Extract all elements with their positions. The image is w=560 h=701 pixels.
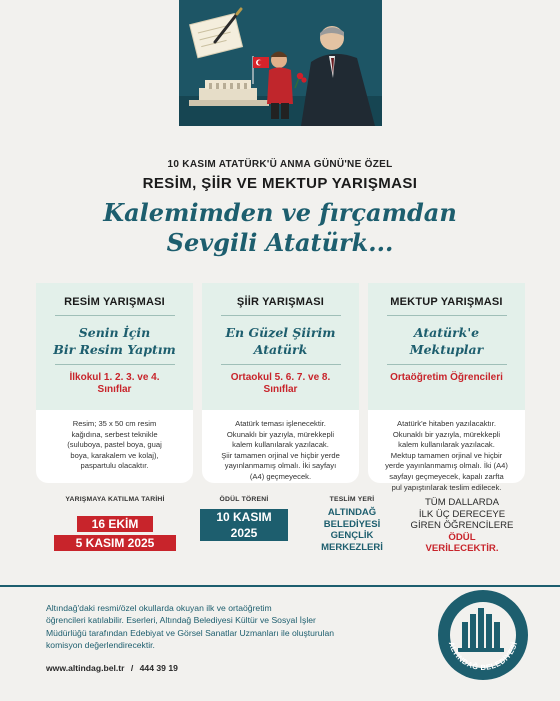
card-title: ŞİİR YARIŞMASI: [236, 296, 325, 308]
card-audience: [202, 372, 359, 396]
section-divider: [0, 585, 560, 587]
description-line: Okunaklı bir yazıyla, mürekkepli: [226, 429, 335, 439]
card-audience-line: İlkokul 1. 2. 3. ve 4.: [69, 372, 160, 383]
delivery-line: MERKEZLERİ: [321, 541, 383, 553]
card-audience-line: Ortaöğretim Öğrencileri: [390, 372, 503, 383]
card-description: [202, 410, 359, 483]
description-line: paspartulu olacaktır.: [80, 461, 149, 471]
card-audience-line: Sınıflar: [263, 384, 298, 395]
ceremony-label: ÖDÜL TÖRENİ: [219, 496, 269, 503]
card-audience: [36, 372, 193, 396]
eligibility-line: komisyon değerlendirecektir.: [46, 640, 155, 651]
delivery-label: TESLİM YERİ: [329, 496, 375, 503]
award-note-block: [408, 497, 516, 555]
slogan: [0, 198, 560, 258]
description-line: (suluboya, pastel boya, guaj: [67, 440, 162, 450]
logo-text: ALTINDAĞ BELEDİYESİ: [446, 640, 520, 673]
contact-line: [46, 663, 178, 673]
delivery-line: ALTINDAĞ: [327, 507, 377, 518]
divider: [221, 315, 341, 316]
participation-dates-block: [52, 496, 178, 551]
card-description: [36, 410, 193, 472]
description-line: pul yapıştırılarak teslim edilecek.: [391, 482, 502, 492]
delivery-block: [308, 496, 396, 553]
slogan-line: Sevgili Atatürk...: [166, 228, 394, 257]
divider: [387, 315, 507, 316]
card-title: RESİM YARIŞMASI: [64, 296, 165, 308]
award-note-line: TÜM DALLARDA: [424, 497, 500, 508]
eligibility-line: öğrencileri katılabilir. Eserleri, Altındağ Belediyesi Kültür ve Sosyal İşler: [46, 615, 316, 626]
card-theme-line: En Güzel Şiirim: [225, 325, 336, 340]
card-theme: [36, 324, 193, 358]
eligibility-line: Altındağ'daki resmi/özel okullarda okuyan ilk ve ortaöğretim: [46, 603, 272, 613]
description-line: kalem kullanılarak yazılacak.: [398, 440, 495, 450]
card-title: MEKTUP YARIŞMASI: [390, 296, 503, 308]
award-note-line: İLK ÜÇ DERECEYE: [418, 508, 506, 520]
description-line: (A4) geçmeyecek.: [249, 471, 312, 481]
description-line: sayfayı geçmeyecek, kapalı zarfta: [389, 471, 504, 481]
eligibility-line: Müdürlüğü tarafından Edebiyat ve Görsel Sanatlar Uzmanları ile oluşturulan: [46, 627, 335, 638]
website-link[interactable]: www.altindag.bel.tr: [46, 663, 125, 673]
description-line: Şiir tamamen orjinal ve hiçbir yerde: [221, 450, 340, 460]
delivery-line: GENÇLİK: [330, 530, 374, 541]
award-note-line: GİREN ÖĞRENCİLERE: [410, 520, 514, 531]
slogan-line: Kalemimden ve fırçamdan: [103, 198, 457, 227]
ceremony-block: [198, 496, 290, 541]
card-audience: [368, 372, 525, 384]
participation-label: YARIŞMAYA KATILMA TARİHİ: [65, 496, 165, 503]
divider: [387, 364, 507, 365]
award-highlight-line: ÖDÜL: [448, 531, 476, 543]
divider: [55, 315, 175, 316]
description-line: yerde yayınlanmamış olmalı. İki (A4): [385, 461, 508, 471]
card-letter: [368, 283, 525, 492]
competition-title: RESİM, ŞİİR VE MEKTUP YARIŞMASI: [142, 175, 418, 192]
card-description: [368, 410, 525, 493]
card-theme: [202, 324, 359, 358]
award-highlight-line: VERİLECEKTİR.: [425, 543, 499, 554]
card-theme-line: Bir Resim Yaptım: [53, 342, 176, 357]
description-line: kalem kullanılarak yazılacak.: [232, 440, 329, 450]
description-line: kağıdına, serbest teknikle: [71, 429, 158, 439]
contact-separator: /: [130, 663, 134, 673]
description-line: boya, karakalem ve kolaj),: [70, 450, 159, 460]
phone-number: 444 39 19: [139, 663, 178, 673]
divider: [55, 364, 175, 365]
description-line: Mektup tamamen orjinal ve hiçbir: [390, 450, 503, 460]
hero-illustration: [179, 0, 382, 126]
card-theme-line: Atatürk: [253, 342, 308, 357]
description-line: Atatürk'e hitaben yazılacaktır.: [397, 419, 496, 428]
card-theme-line: Senin İçin: [78, 325, 151, 340]
card-painting: [36, 283, 193, 483]
card-poetry: [202, 283, 359, 483]
date-start-badge: 16 EKİM: [77, 516, 153, 532]
card-audience-line: Ortaokul 5. 6. 7. ve 8.: [230, 372, 331, 383]
description-line: yayınlanmamış olmalı. İki sayfayı: [224, 461, 337, 471]
divider: [221, 364, 341, 365]
card-theme: [368, 324, 525, 358]
card-audience-line: Sınıflar: [97, 384, 132, 395]
description-line: Atatürk teması işlenecektir.: [235, 419, 326, 428]
event-kicker: 10 KASIM ATATÜRK'Ü ANMA GÜNÜ'NE ÖZEL: [167, 159, 393, 170]
ceremony-date-badge: 10 KASIM: [200, 509, 288, 525]
card-theme-line: Atatürk'e: [413, 325, 480, 340]
municipality-logo: [436, 588, 530, 682]
ceremony-year-badge: 2025: [200, 525, 288, 541]
delivery-line: BELEDİYESİ: [323, 518, 381, 530]
description-line: Okunaklı bir yazıyla, mürekkepli: [392, 429, 501, 439]
card-theme-line: Mektuplar: [409, 342, 484, 357]
description-line: Resim; 35 x 50 cm resim: [72, 419, 157, 428]
date-end-badge: 5 KASIM 2025: [54, 535, 176, 551]
eligibility-text: [46, 602, 386, 652]
